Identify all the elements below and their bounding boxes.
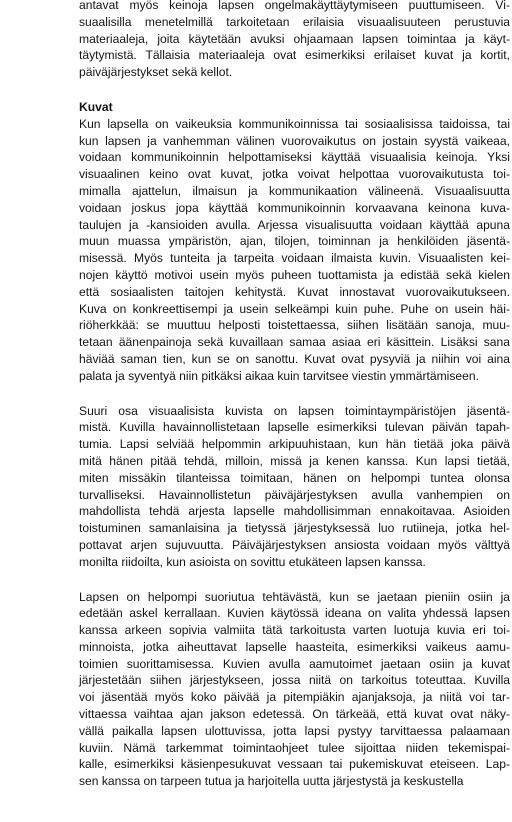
text-line: mahdollista tehdä arjesta lapselle mahdollisimman ennakoitavaa. Asioiden [79, 504, 510, 519]
text-line: toimien suorittamisessa. Kuvien avulla aamutoimet jaetaan osiin ja kuvat [79, 656, 510, 671]
text-line: voidaan joskus jopa käyttää kommunikoinnin korvaavana keinona kuva- [79, 200, 510, 215]
text-line: Suuri osa visuaalisista kuvista on lapsen toimintaympäristöjen jäsentä- [79, 403, 510, 418]
paragraph-kuvat-2 [79, 403, 510, 571]
text-line: riöherkkää: se muuttuu helposti toistettaessa, siihen lisätään sanoja, muu- [79, 318, 510, 333]
text-line: miten missäkin tilanteissa toimitaan, hänen on helpompi tuntea olonsa [79, 470, 510, 485]
text-line: pottavat arjen sujuvuutta. Päiväjärjestyksen ansiosta voidaan myös välttyä [79, 537, 510, 552]
text-line: mitä hänen pitää tehdä, milloin, missä ja kenen kanssa. Kun lapsi tietää, [79, 453, 510, 468]
text-line: palata ja syventyä niin pitkäksi aikaa kuin tarvitsee viestin ymmärtämiseen. [79, 368, 479, 383]
paragraph-kuvat-3 [79, 589, 510, 791]
paragraph-kuvat-1 [79, 116, 510, 385]
text-line: kun lapsen ja vanhemman välinen vuorovaikutus on jostain syystä vaikeaa, [79, 133, 510, 148]
text-line: mimalla ajattelun, ilmaisun ja kommunikaation välineenä. Visuaalisuutta [79, 183, 510, 198]
text-line: toistuminen samanlaisina ja tietyssä järjestyksessä luo rutiineja, jotka hel- [79, 521, 510, 536]
text-line: materiaaleja, joita käytetään avuksi ohjaamaan lapsen toimintaa ja käyt- [79, 31, 510, 46]
text-line: kuviin. Nämä tarkemmat toimintaohjeet tulee sijoittaa niiden tekemispai- [79, 740, 510, 755]
text-line: antavat myös keinoja lapsen ongelmakäyttäytymiseen puuttumiseen. Vi- [79, 0, 510, 12]
text-line: misessä. Myös tunteita ja tarpeita voidaan ilmaista kuvin. Visuaalisten kei- [79, 251, 510, 266]
text-line: nojen käyttö motivoi usein myös puheen tuottamista ja edistää sekä kielen [79, 267, 510, 282]
text-line: vällä paikalla lapsen ulottuvissa, jotta lapsi pystyy tarvittaessa palaamaan [79, 723, 510, 738]
text-line: häviää saman tien, kun se on sanottu. Kuvat ovat pysyviä ja niihin voi aina [79, 351, 510, 366]
text-line: turvalliseksi. Havainnollistetun päiväjärjestyksen avulla vanhempien on [79, 487, 510, 502]
text-line: kanssa arkeen sopivia valmiita tätä tarkoitusta varten luotuja kuvia eri toi- [79, 623, 510, 638]
text-line: Kuva on konkreettisempi ja usein selkeämpi kuin puhe. Puhe on usein häi- [79, 301, 510, 316]
text-line: mistä. Kuvilla havainnollistetaan lapselle esimerkiksi tulevan päivän tapah- [79, 420, 510, 435]
text-line: Lapsen on helpompi suoriutua tehtävästä, kun se jaetaan pieniin osiin ja [79, 589, 510, 604]
text-line: visuaalinen keino ovat kuvat, jotka voivat helpottaa vuorovaikutusta toi- [79, 167, 510, 182]
text-line: täytymistä. Tällaisia materiaaleja ovat esimerkiksi erilaiset kuvat ja kortit, [79, 48, 510, 63]
text-line: taulujen ja -kansioiden avulla. Arjessa visualisuutta voidaan käyttää apuna [79, 217, 510, 232]
text-line: järjestetään siihen järjestykseen, jossa niitä on tarkoitus toteuttaa. Kuvilla [79, 673, 510, 688]
text-line: voi jäsentää myös koko päivää ja pitempiäkin ajanjaksoja, ja niitä voi tar- [79, 690, 510, 705]
text-line: tetaan äänenpainoja sekä kuvaillaan samaa asiaa eri käsittein. Lisäksi sana [79, 335, 510, 350]
text-line: tumia. Lapsi selviää helpommin arkipuuhistaan, kun hän tietää joka päivä [79, 437, 510, 452]
document-body [79, 0, 510, 790]
intro-paragraph [79, 0, 510, 81]
text-line: monilta riidoilta, kun asioista on sovittu etukäteen lapsen kanssa. [79, 554, 426, 569]
text-line: voidaan kommunikoinnin helpottamiseksi käyttää visuaalisia keinoja. Yksi [79, 150, 510, 165]
text-line: päiväjärjestykset sekä kellot. [79, 65, 233, 80]
text-line: kalle, esimerkiksi käsienpesukuvat vessaan tai pukemiskuvat eteiseen. Lap- [79, 757, 510, 772]
text-line: sen kanssa on tarpeen tutua ja harjoitella uutta järjestystä ja keskustella [79, 774, 464, 789]
text-line: Kun lapsella on vaikeuksia kommunikoinnissa tai sosiaalisissa taidoissa, tai [79, 116, 510, 131]
text-line: minnoista, jotka aiheuttavat lapselle haasteita, esimerkiksi vaikeus aamu- [79, 639, 510, 654]
text-line: että sosiaalisten taitojen kehitystä. Kuvat innostavat vuorovaikutukseen. [79, 284, 510, 299]
text-line: vittaessa vaihtaa ajan jakson edetessä. On tärkeää, että kuvat ovat näky- [79, 707, 510, 722]
text-line: suaalisilla menetelmillä tarkoitetaan erilaisia visuaalisuuteen perustuvia [79, 14, 510, 29]
text-line: muun muassa ympäristön, ajan, tilojen, toiminnan ja henkilöiden jäsentä- [79, 234, 510, 249]
section-heading-kuvat: Kuvat [79, 99, 113, 114]
text-line: edetään askel kerrallaan. Kuvien käytössä ideana on valita yhdessä lapsen [79, 606, 510, 621]
